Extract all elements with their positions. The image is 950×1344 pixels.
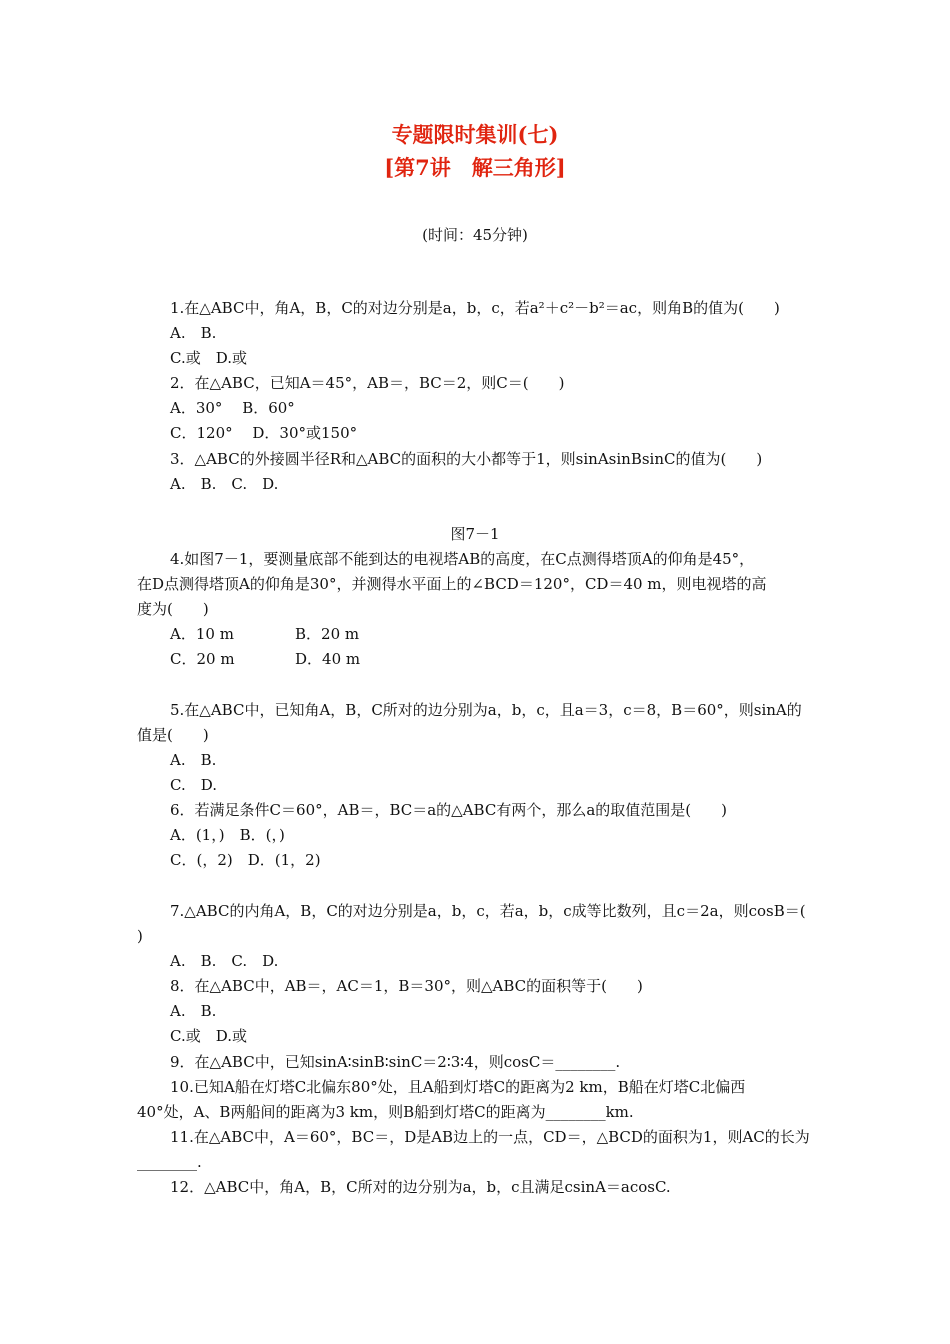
question-6-options-ab: A．(1，) B．(，) — [170, 826, 285, 844]
question-7-line-1: 7.△ABC的内角A，B，C的对边分别是a，b，c，若a，b，c成等比数列，且c＝2a，则cosB＝( — [170, 902, 806, 920]
question-11-line-1: 11.在△ABC中，A＝60°，BC＝，D是AB边上的一点，CD＝，△BCD的面积为1，则AC的长为 — [170, 1128, 810, 1146]
question-4-line-2: 在D点测得塔顶A的仰角是30°，并测得水平面上的∠BCD＝120°，CD＝40 m，则电视塔的高 — [137, 575, 767, 593]
question-4-line-1: 4.如图7－1，要测量底部不能到达的电视塔AB的高度，在C点测得塔顶A的仰角是45°， — [170, 550, 755, 568]
page-title: 专题限时集训(七) — [391, 122, 559, 147]
question-1-options-cd: C.或 D.或 — [170, 349, 247, 367]
question-7-options: A. B. C. D. — [170, 952, 279, 970]
question-1-options-ab: A. B. — [170, 324, 217, 342]
time-note: (时间：45分钟) — [422, 226, 528, 244]
question-5-line-2: 值是( ) — [137, 726, 209, 744]
lecture-subtitle: [第7讲 解三角形] — [384, 155, 566, 180]
question-9-stem: 9．在△ABC中，已知sinA∶sinB∶sinC＝2∶3∶4，则cosC＝________. — [170, 1053, 621, 1071]
question-5-line-1: 5.在△ABC中，已知角A，B，C所对的边分别为a，b，c，且a＝3，c＝8，B＝60°，则sinA的 — [170, 701, 802, 719]
question-6-options-cd: C．(，2) D．(1，2) — [170, 851, 321, 869]
question-2-stem: 2．在△ABC，已知A＝45°，AB＝，BC＝2，则C＝( ) — [170, 374, 565, 392]
question-8-options-ab: A. B. — [170, 1002, 217, 1020]
question-3-options: A. B. C. D. — [170, 475, 279, 493]
question-4-option-c: C．20 m — [170, 650, 235, 668]
question-8-stem: 8．在△ABC中，AB＝，AC＝1，B＝30°，则△ABC的面积等于( ) — [170, 977, 643, 995]
question-3-stem: 3．△ABC的外接圆半径R和△ABC的面积的大小都等于1，则sinAsinBsinC的值为( ) — [170, 450, 763, 468]
question-4-option-b: B．20 m — [295, 625, 360, 643]
question-2-options-ab: A．30° B．60° — [170, 399, 295, 417]
question-10-line-1: 10.已知A船在灯塔C北偏东80°处，且A船到灯塔C的距离为2 km，B船在灯塔C北偏西 — [170, 1078, 746, 1096]
question-5-options-cd: C. D. — [170, 776, 217, 794]
question-4-option-d: D．40 m — [295, 650, 361, 668]
question-4-option-a: A．10 m — [170, 625, 234, 643]
question-2-options-cd: C．120° D．30°或150° — [170, 424, 358, 442]
question-10-line-2: 40°处，A、B两船间的距离为3 km，则B船到灯塔C的距离为________km. — [137, 1103, 634, 1121]
question-5-options-ab: A. B. — [170, 751, 217, 769]
question-4-line-3: 度为( ) — [137, 600, 209, 618]
figure-caption: 图7－1 — [450, 525, 500, 543]
question-1-stem: 1.在△ABC中，角A，B，C的对边分别是a，b，c，若a²＋c²－b²＝ac，则角B的值为( ) — [170, 299, 780, 317]
question-11-line-2: ________. — [137, 1153, 202, 1171]
question-7-line-2: ) — [137, 927, 143, 945]
question-6-stem: 6．若满足条件C＝60°，AB＝，BC＝a的△ABC有两个，那么a的取值范围是( ) — [170, 801, 727, 819]
question-8-options-cd: C.或 D.或 — [170, 1027, 247, 1045]
question-12-stem: 12．△ABC中，角A，B，C所对的边分别为a，b，c且满足csinA＝acosC. — [170, 1178, 671, 1196]
